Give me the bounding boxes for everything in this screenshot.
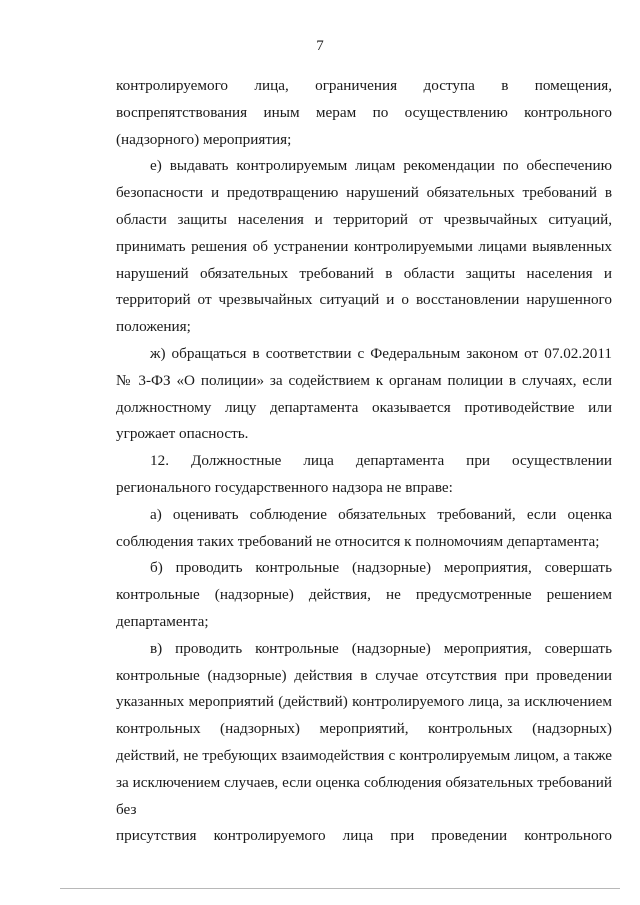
- clause-e: е) выдавать контролируемым лицам рекомендации по обеспечению безопасности и предотвращению нарушений обязательных требований в области защиты населения и территорий от чрезвычайных ситуаций, принимать решения об устранении контролируемыми лицами выявленных нарушений обязательных требований в области защиты населения и территорий от чрезвычайных ситуаций и о восстановлении нарушенного положения;: [116, 157, 612, 336]
- paragraph-line: воспрепятствования иным мерам по осуществлению контрольного: [116, 103, 612, 121]
- clause-b: б) проводить контрольные (надзорные) мероприятия, совершать контрольные (надзорные) действия, не предусмотренные решением департамента;: [116, 559, 612, 630]
- clause-a: а) оценивать соблюдение обязательных требований, если оценка соблюдения таких требований не относится к полномочиям департамента;: [116, 505, 612, 550]
- paragraph-line: контролируемого лица, ограничения доступа в помещения,: [116, 77, 612, 94]
- clause-v: в) проводить контрольные (надзорные) мероприятия, совершать контрольные (надзорные) действия в случае отсутствия при проведении указанных мероприятий (действий) контролируемого лица, за исключением контрольных (надзорных) мероприятий, контрольных (надзорных) действий, не требующих взаимодействия с контролируемым лицом, а также за исключением случаев, если оценка соблюдения обязательных требований без: [116, 639, 612, 818]
- page-number: 7: [316, 38, 324, 54]
- bottom-divider: [60, 888, 620, 889]
- clause-v-continuation: присутствия контролируемого лица при проведении контрольного: [116, 827, 612, 845]
- clause-zh: ж) обращаться в соответствии с Федеральным законом от 07.02.2011 № 3-ФЗ «О полиции» за содействием к органам полиции в случаях, если должностному лицу департамента оказывается противодействие или угрожает опасность.: [116, 344, 612, 443]
- document-body: [116, 73, 612, 850]
- section-12-heading: 12. Должностные лица департамента при осуществлении регионального государственного надзора не вправе:: [116, 452, 612, 496]
- paragraph-line: (надзорного) мероприятия;: [116, 130, 292, 148]
